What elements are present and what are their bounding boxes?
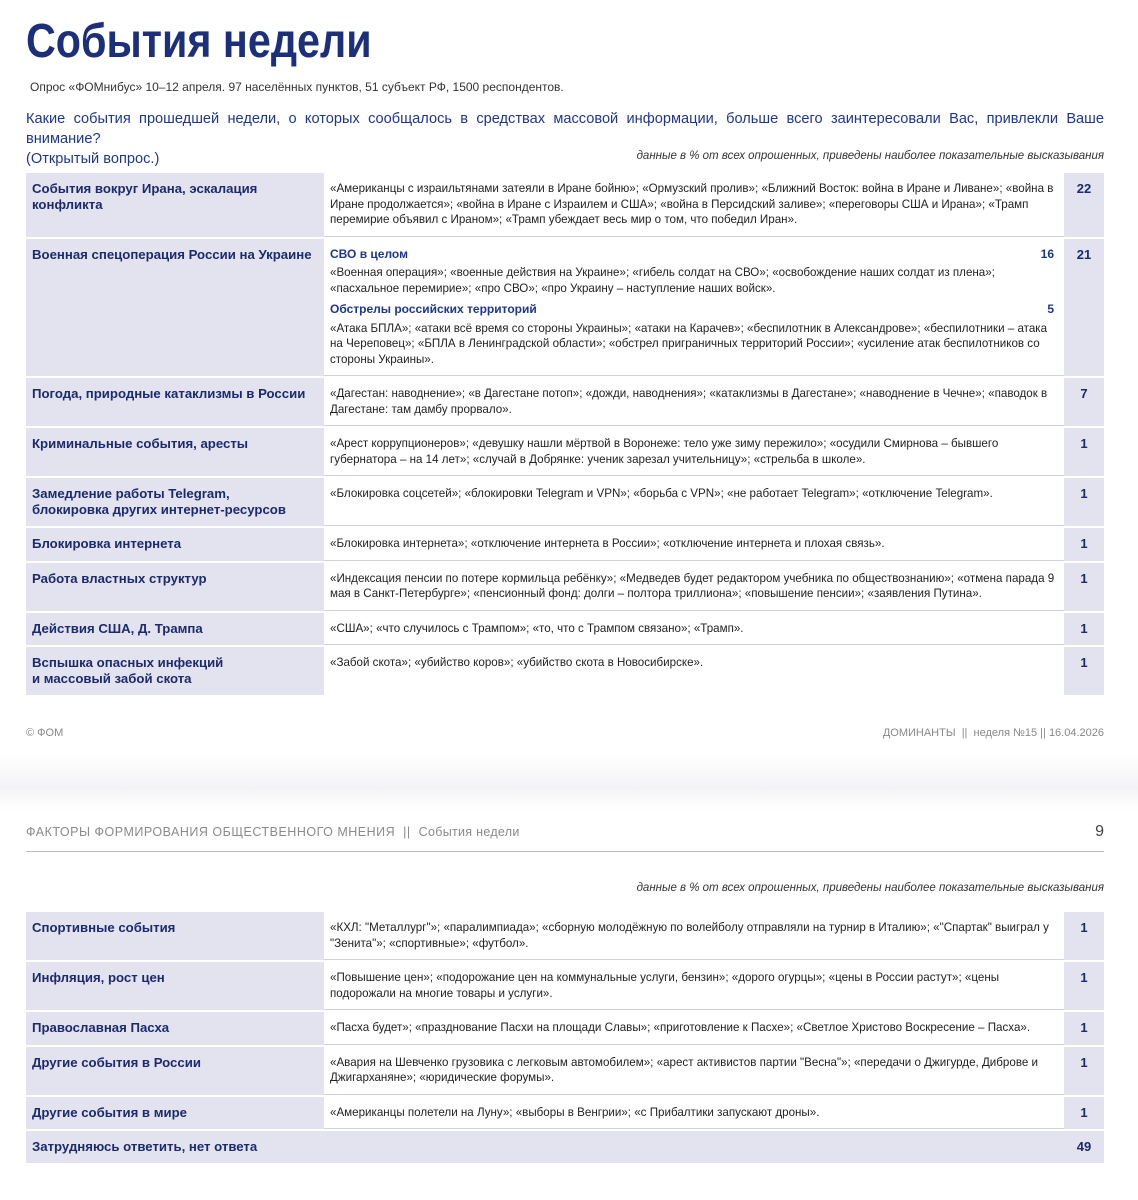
row-value: 1 [1064, 1097, 1104, 1130]
row-category: События вокруг Ирана, эскалация конфликта [26, 173, 324, 237]
subgroup [330, 302, 1056, 367]
row-category: Блокировка интернета [26, 528, 324, 561]
table-row [26, 1095, 1104, 1130]
subgroup-title: Обстрелы российских территорий [330, 302, 537, 316]
table-row [26, 1045, 1104, 1095]
subgroup-value: 16 [1040, 246, 1054, 261]
running-header [26, 825, 520, 839]
events-table-1 [26, 173, 1104, 695]
page-break [0, 752, 1138, 812]
row-category: Затрудняюсь ответить, нет ответа [26, 1131, 1064, 1163]
row-value: 7 [1064, 378, 1104, 426]
table-row [26, 611, 1104, 646]
question-text: Какие события прошедшей недели, о которых сообщалось в средствах массовой информации, больше всего заинтересовали Вас, привлекли Ваше внимание? [26, 111, 1104, 147]
table-row [26, 912, 1104, 960]
row-quotes: «КХЛ: "Металлург"»; «паралимпиада»; «сборную молодёжную по волейболу отправляли на турнир в Италию»; «"Спартак" выиграл у "Зенита"»; «спортивные»; «футбол». [324, 912, 1064, 960]
row-value: 1 [1064, 962, 1104, 1010]
table-row [26, 645, 1104, 695]
header-subsection: События недели [418, 825, 520, 839]
events-table-2 [26, 912, 1104, 1163]
header-separator: || [403, 825, 411, 839]
question-note: (Открытый вопрос.) [26, 151, 160, 167]
survey-info: Опрос «ФОМнибус» 10–12 апреля. 97 населённых пунктов, 51 субъект РФ, 1500 респондентов. [30, 80, 564, 94]
subgroup [330, 247, 1056, 297]
page-number: 9 [1095, 823, 1104, 840]
row-category: Работа властных структур [26, 563, 324, 611]
row-value: 1 [1064, 478, 1104, 526]
table-row [26, 526, 1104, 561]
row-value: 22 [1064, 173, 1104, 237]
row-value: 1 [1064, 613, 1104, 646]
subgroup-quotes: «Атака БПЛА»; «атаки всё время со стороны Украины»; «атаки на Карачев»; «беспилотник в Александрове»; «беспилотники – атака на Череповец»; «БПЛА в Ленинградской области»; «обстрел приграничных территорий России»; «усиление атак беспилотников со стороны Украины». [330, 321, 1048, 366]
row-value: 1 [1064, 528, 1104, 561]
row-category: Инфляция, рост цен [26, 962, 324, 1010]
header-section: ФАКТОРЫ ФОРМИРОВАНИЯ ОБЩЕСТВЕННОГО МНЕНИЯ [26, 825, 396, 839]
row-category: Военная спецоперация России на Украине [26, 239, 324, 377]
row-value: 1 [1064, 1047, 1104, 1095]
table-row [26, 237, 1104, 377]
row-quotes: «Блокировка соцсетей»; «блокировки Telegram и VPN»; «борьба с VPN»; «не работает Telegram»; «отключение Telegram». [324, 478, 1064, 526]
row-value: 1 [1064, 912, 1104, 960]
row-value: 1 [1064, 647, 1104, 695]
row-category: Православная Пасха [26, 1012, 324, 1045]
row-quotes: «Авария на Шевченко грузовика с легковым автомобилем»; «арест активистов партии "Весна"»; «передачи о Джигурде, Диброве и Джигарханяне»; «юридические форумы». [324, 1047, 1064, 1095]
row-category: Замедление работы Telegram, блокировка других интернет-ресурсов [26, 478, 324, 526]
subgroup-value: 5 [1047, 302, 1054, 316]
row-value: 1 [1064, 428, 1104, 476]
row-quotes: «Индексация пенсии по потере кормильца ребёнку»; «Медведев будет редактором учебника по обществознанию»; «отмена парада 9 мая в Санкт-Петербурге»; «пенсионный фонд: долги – полтора триллиона»; «повышение пенсии»; «заявления Путина». [324, 563, 1064, 611]
row-quotes: «Дагестан: наводнение»; «в Дагестане потоп»; «дожди, наводнения»; «катаклизмы в Дагестане»; «наводнение в Чечне»; «паводок в Дагестане: там дамбу прорвало». [324, 378, 1064, 426]
footer-copyright: © ФОМ [26, 727, 64, 739]
row-category: Погода, природные катаклизмы в России [26, 378, 324, 426]
subgroup-title: СВО в целом [330, 246, 408, 261]
table-row [26, 960, 1104, 1010]
table-row [26, 173, 1104, 237]
row-category: Спортивные события [26, 912, 324, 960]
row-quotes: «Пасха будет»; «празднование Пасхи на площади Славы»; «приготовление к Пасхе»; «Светлое Христово Воскресение – Пасха». [324, 1012, 1064, 1045]
subgroup-quotes: «Военная операция»; «военные действия на Украине»; «гибель солдат на СВО»; «освобождение наших солдат из плена»; «пасхальное перемирие»; «про СВО»; «про Украину – наступление наших войск». [330, 266, 995, 295]
row-quotes [324, 239, 1064, 377]
row-category: Криминальные события, аресты [26, 428, 324, 476]
row-quotes: «США»; «что случилось с Трампом»; «то, что с Трампом связано»; «Трамп». [324, 613, 1064, 646]
row-quotes: «Американцы полетели на Луну»; «выборы в Венгрии»; «с Прибалтики запускают дроны». [324, 1097, 1064, 1130]
row-quotes: «Забой скота»; «убийство коров»; «убийство скота в Новосибирске». [330, 656, 704, 669]
row-quotes: «Повышение цен»; «подорожание цен на коммунальные услуги, бензин»; «дорого огурцы»; «цены в России растут»; «цены подорожали на многие товары и услуги». [324, 962, 1064, 1010]
table-row [26, 426, 1104, 476]
row-value: 1 [1064, 1012, 1104, 1045]
row-quotes: «Блокировка интернета»; «отключение интернета в России»; «отключение интернета и плохая связь». [324, 528, 1064, 561]
row-category: Действия США, Д. Трампа [26, 613, 324, 646]
page-title: События недели [26, 15, 372, 68]
table-row [26, 561, 1104, 611]
row-category: Вспышка опасных инфекций и массовый забой скота [26, 647, 324, 695]
footer-issue: ДОМИНАНТЫ || неделя №15 || 16.04.2026 [882, 727, 1104, 739]
row-value: 49 [1064, 1131, 1104, 1163]
row-value: 1 [1064, 563, 1104, 611]
row-value: 21 [1064, 239, 1104, 377]
row-quotes: «Американцы с израильтянами затеяли в Иране бойню»; «Ормузский пролив»; «Ближний Восток: война в Иране и Ливане»; «война в Иране продолжается»; «война в Иране с Израилем и США»; «война в Персидский заливе»; «переговоры США и Ирана»; «Трамп перемирие объявил с Ираном»; «Трамп убеждает весь мир о том, что победил Иран». [324, 173, 1064, 237]
table-row [26, 476, 1104, 526]
row-category: Другие события в России [26, 1047, 324, 1095]
row-category: Другие события в мире [26, 1097, 324, 1130]
table-row [26, 1010, 1104, 1045]
header-divider [26, 851, 1104, 852]
row-quotes: «Арест коррупционеров»; «девушку нашли мёртвой в Воронеже: тело уже зиму пережило»; «осудили Смирнова – бывшего губернатора – на 14 лет»; «случай в Добрянке: ученик зарезал учительницу»; «стрельба в школе». [324, 428, 1064, 476]
table-row [26, 376, 1104, 426]
data-note: данные в % от всех опрошенных, приведены наиболее показательные высказывания [636, 882, 1104, 894]
data-note: данные в % от всех опрошенных, приведены наиболее показательные высказывания [636, 150, 1104, 162]
table-row-total [26, 1129, 1104, 1163]
